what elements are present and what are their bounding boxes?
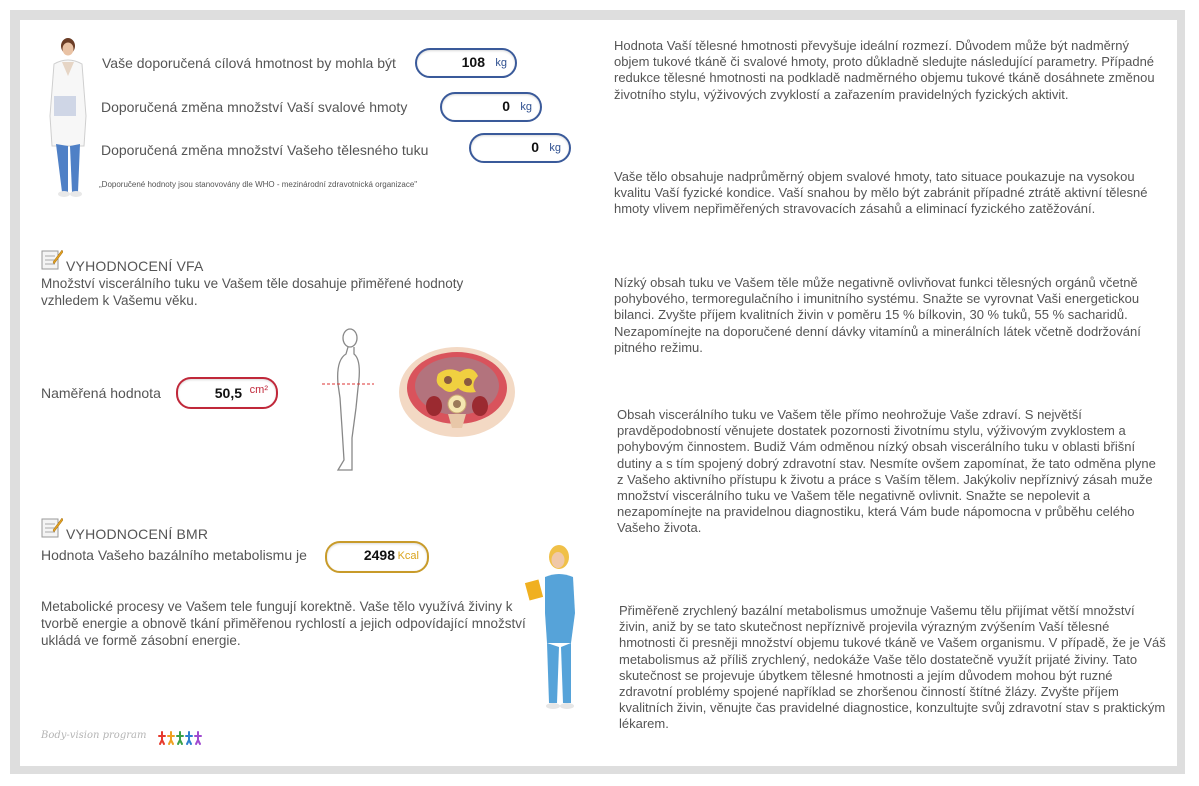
muscle-change-field — [440, 92, 542, 122]
notepad-icon-bmr — [41, 516, 63, 538]
target-weight-value: 108 — [461, 54, 485, 70]
muscle-change-value: 0 — [502, 98, 510, 114]
vfa-value-field — [176, 377, 278, 409]
notepad-icon — [41, 248, 63, 270]
brand-text: Body-vision program — [41, 730, 147, 741]
target-weight-label: Vaše doporučená cílová hmotnost by mohla být — [102, 55, 396, 71]
target-weight-field — [415, 48, 517, 78]
fat-change-field — [469, 133, 571, 163]
who-footnote: „Doporučené hodnoty jsou stanovovány dle WHO - mezinárodní zdravotnická organizace" — [99, 180, 418, 189]
vfa-value: 50,5 — [214, 385, 242, 401]
fat-change-label: Doporučená změna množství Vašeho tělesného tuku — [101, 142, 429, 158]
right-paragraph-bmr: Přiměřeně zrychlený bazální metabolismus umožnuje Vašemu tělu přijímat větší množství živin, aniž by se tato skutečnost nepříznivě projevila výrazným zvýšením Vaší tělesné hmotnosti či presněji množství objemu tukové tkáně ve Vašem organismu. V případě, že je Váš metabolismus až příliš zrychlený, nedokáže Vaše tělo dostatečně využít prijaté živiny. Tato skutečnost se projevuje úbytkem tělesné hmotnosti a jejím důvodem mohou být ruzné zdravotní problémy spojené například se zhoršenou činností štítné žlázy. Zvyšte příjem kvalitních živin, věnujte čas pravidelné diagnostice, konzultujte svůj zdravotní stav s praktickým lékarem. — [619, 603, 1166, 732]
right-paragraph-fat: Nízký obsah tuku ve Vašem těle může negativně ovlivňovat funkci tělesných orgánů včetně pohybového, termoregulačního i imunitního systému. Snažte se vyrovnat Vaši energetickou bilanci. Zvyšte příjem kvalitních živin v poměru 15 % bílkovin, 30 % tuků, 55 % sacharidů. Nezapomínejte na doporučené denní dávky vitamínů a minerálních látek včetně dodržování pitného režimu. — [614, 275, 1141, 355]
vfa-unit: cm² — [249, 384, 268, 396]
bmr-title: VYHODNOCENÍ BMR — [66, 526, 209, 542]
bmr-text: Metabolické procesy ve Vašem tele fungují korektně. Vaše tělo využívá živiny k tvorbě energie a obnově tkání přiměřenou rychlostí a jejich odpovídající množství ukládá ve formě zásobní energie. — [41, 599, 526, 648]
bmr-value: 2498 — [363, 547, 395, 563]
target-weight-unit: kg — [495, 57, 507, 69]
vfa-text: Množství viscerálního tuku ve Vašem těle dosahuje přiměřené hodnoty vzhledem k Vašemu věku. — [41, 276, 464, 308]
abdomen-cross-section-icon — [398, 346, 516, 438]
muscle-change-label: Doporučená změna množství Vaší svalové hmoty — [101, 99, 408, 115]
right-paragraph-vfa: Obsah viscerálního tuku ve Vašem těle přímo neohrožuje Vaše zdraví. S největší pravděpodobností věnujete dostatek pozornosti životnímu stylu, výživovým zvyklostem a pohybovým činnostem. Budiž Vám odměnou nízký obsah viscerálního tuku v oblasti břišní dutiny a s tím spojený dobrý zdravotní stav. Nesmíte ovšem zapomínat, že tato odměna plyne z Vašeho aktivního přístupu k životu a práce s Vaším tělem. Jakýkoliv nepříznivý zásah muže množství viscerálního tuku ve Vašem těle negativně ovlivnit. Snažte se nepolevit a nezapomínejte na pravidelnou diagnostiku, která Vám bude nápomocna v průběhu celého Vašeho života. — [617, 407, 1156, 536]
doctor-illustration — [40, 36, 96, 198]
right-paragraph-weight: Hodnota Vaší tělesné hmotnosti převyšuje ideální rozmezí. Důvodem může být nadměrný objem tukové tkáně či svalové hmoty, proto důkladně sledujte následující parametry. Případné redukce tělesné hmotnosti na podkladě nadměrného objemu tukové tkáně dosáhnete změnou životního stylu, výživových zvyklostí a zařazením pravidelných fyzických aktivit. — [614, 38, 1155, 102]
body-silhouette-icon — [322, 328, 374, 474]
bmr-label: Hodnota Vašeho bazálního metabolismu je — [41, 547, 307, 563]
brand-logo-icon — [158, 730, 206, 746]
right-paragraph-muscle: Vaše tělo obsahuje nadprůměrný objem svalové hmoty, tato situace poukazuje na vysokou kvalitu Vaší fyzické kondice. Vaší snahou by mělo být zabránit případné ztrátě aktivní tělesné hmoty vlivem nepřiměřených stravovacích zásahů a eliminací fyzického zatěžování. — [614, 169, 1148, 217]
nurse-illustration — [523, 543, 583, 711]
vfa-title: VYHODNOCENÍ VFA — [66, 258, 204, 274]
vfa-measured-label: Naměřená hodnota — [41, 385, 161, 401]
bmr-unit: Kcal — [397, 550, 419, 562]
bmr-value-field — [325, 541, 429, 573]
fat-change-value: 0 — [531, 139, 539, 155]
fat-change-unit: kg — [549, 142, 561, 154]
muscle-change-unit: kg — [520, 101, 532, 113]
